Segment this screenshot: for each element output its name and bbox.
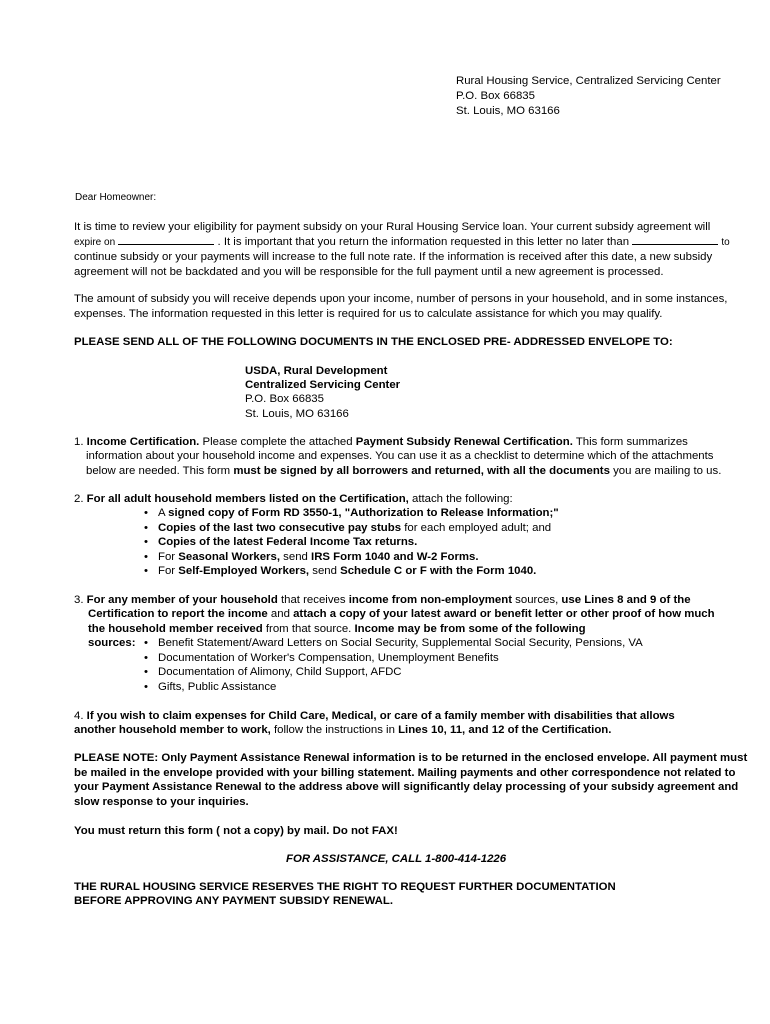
send-heading: PLEASE SEND ALL OF THE FOLLOWING DOCUMENTS IN THE ENCLOSED PRE- ADDRESSED ENVELOPE TO: <box>74 336 673 348</box>
item3-text2: sources, <box>512 594 562 606</box>
bullet-icon: • <box>144 637 148 649</box>
item2-b2-post: for each employed adult; and <box>401 522 552 534</box>
bullet-icon: • <box>144 551 148 563</box>
return-address-line1: Rural Housing Service, Centralized Servicing Center <box>456 75 721 87</box>
source-text-4: Gifts, Public Assistance <box>158 681 277 693</box>
item3-bold3: use Lines 8 and 9 of the <box>561 594 691 606</box>
item3-bold2: income from non-employment <box>348 594 513 606</box>
mail-address-line2: Centralized Servicing Center <box>245 379 401 391</box>
item2-b5-bold1: Self-Employed Workers, <box>178 565 310 577</box>
item1-text1: Please complete the attached <box>199 436 356 448</box>
item3-bold1: For any member of your household <box>86 594 278 606</box>
item2-bullet4 <box>144 550 479 565</box>
item1-text2: This form summarizes <box>572 436 688 448</box>
item2-b2-bold: Copies of the last two consecutive pay stubs <box>158 522 402 534</box>
item2-b4-mid: send <box>280 551 312 563</box>
item3-l3-bold1: the household member received <box>88 623 263 635</box>
item3-line2 <box>88 607 715 622</box>
bullet-icon: • <box>144 681 148 693</box>
item2-b4-pre: For <box>158 551 179 563</box>
item1-form-name: Payment Subsidy Renewal Certification. <box>355 436 573 448</box>
source-item-2 <box>144 651 499 666</box>
item1-line3 <box>86 464 721 479</box>
source-text-2: Documentation of Worker's Compensation, Unemployment Benefits <box>158 652 499 664</box>
item2-b1-pre: A <box>158 507 169 519</box>
to-label: to <box>721 237 730 248</box>
item4-bold2: another household member to work, <box>74 724 271 736</box>
para2-line1: The amount of subsidy you will receive depends upon your income, number of persons in your household, and in some instances, <box>74 293 728 305</box>
assistance-phone: FOR ASSISTANCE, CALL 1-800-414-1226 <box>286 853 507 865</box>
item2-b4-bold1: Seasonal Workers, <box>178 551 280 563</box>
item4-number: 4. <box>74 710 84 722</box>
item3-line3 <box>88 622 586 637</box>
bullet-icon: • <box>144 666 148 678</box>
para1-mid-text: . It is important that you return the information requested in this letter no later than <box>217 236 630 248</box>
sources-label: sources: <box>88 637 136 649</box>
item2-b3-bold: Copies of the latest Federal Income Tax returns. <box>158 536 418 548</box>
para1-line2 <box>74 235 730 251</box>
item2-title: For all adult household members listed on the Certification, <box>86 493 409 505</box>
item3-l3-text1: from that source. <box>262 623 355 635</box>
bullet-icon: • <box>144 652 148 664</box>
item1-title: Income Certification. <box>86 436 200 448</box>
return-address-line3: St. Louis, MO 63166 <box>456 105 560 117</box>
reserve-line2: BEFORE APPROVING ANY PAYMENT SUBSIDY RENEWAL. <box>74 895 393 907</box>
item2-b4-bold2: IRS Form 1040 and W-2 Forms. <box>311 551 479 563</box>
return-form-notice: You must return this form ( not a copy) by mail. Do not FAX! <box>74 825 398 837</box>
item2-text1: attach the following: <box>408 493 513 505</box>
item1-text4: you are mailing to us. <box>609 465 722 477</box>
mail-address-line1: USDA, Rural Development <box>245 365 388 377</box>
item2-b1-bold: signed copy of Form RD 3550-1, "Authorization to Release Information;" <box>168 507 559 519</box>
item4-line1 <box>74 709 675 724</box>
item1-line1 <box>74 435 688 450</box>
item2-bullet2 <box>144 521 551 536</box>
item2-bullet3 <box>144 535 417 550</box>
item2-b5-pre: For <box>158 565 179 577</box>
note-line2: be mailed in the envelope provided with your billing statement. Mailing payments and other correspondence not related to <box>74 767 736 779</box>
mail-address-line3: P.O. Box 66835 <box>245 393 324 405</box>
item3-number: 3. <box>74 594 84 606</box>
item2-line1 <box>74 492 513 507</box>
note-line3: your Payment Assistance Renewal to the address above will significantly delay processing of your subsidy agreement and <box>74 781 739 793</box>
item2-bullet1 <box>144 506 559 521</box>
source-item-4 <box>144 680 276 695</box>
note-line1: PLEASE NOTE: Only Payment Assistance Renewal information is to be returned in the enclosed envelope. All payment must <box>74 752 748 764</box>
return-address-line2: P.O. Box 66835 <box>456 90 535 102</box>
mail-address-line4: St. Louis, MO 63166 <box>245 408 349 420</box>
source-item-1 <box>144 636 643 651</box>
item2-number: 2. <box>74 493 84 505</box>
reserve-line1: THE RURAL HOUSING SERVICE RESERVES THE RIGHT TO REQUEST FURTHER DOCUMENTATION <box>74 881 616 893</box>
para1-line1: It is time to review your eligibility for payment subsidy on your Rural Housing Service loan. Your current subsidy agreement will <box>74 221 711 233</box>
item3-line1 <box>74 593 691 608</box>
item1-sign-requirement: must be signed by all borrowers and returned, with all the documents <box>233 465 610 477</box>
item1-text3: below are needed. This form <box>86 465 234 477</box>
item4-line2 <box>74 723 611 738</box>
item2-b5-bold2: Schedule C or F with the Form 1040. <box>340 565 537 577</box>
item2-b5-mid: send <box>309 565 341 577</box>
return-by-date-blank <box>632 244 718 245</box>
item3-l2-bold1: Certification to report the income <box>88 608 268 620</box>
bullet-icon: • <box>144 522 148 534</box>
source-text-1: Benefit Statement/Award Letters on Social Security, Supplemental Social Security, Pensions, VA <box>158 637 643 649</box>
item2-bullet5 <box>144 564 536 579</box>
item3-l3-bold2: Income may be from some of the following <box>354 623 586 635</box>
salutation: Dear Homeowner: <box>75 192 157 203</box>
item1-line2: information about your household income and expenses. You can use it as a checklist to determine which of the attachments <box>86 450 714 462</box>
para1-line3: continue subsidy or your payments will increase to the full note rate. If the information is received after this date, a new subsidy <box>74 251 713 263</box>
item4-bold3: Lines 10, 11, and 12 of the Certification. <box>398 724 612 736</box>
note-line4: slow response to your inquiries. <box>74 796 249 808</box>
bullet-icon: • <box>144 565 148 577</box>
item1-number: 1. <box>74 436 84 448</box>
source-item-3 <box>144 665 402 680</box>
item3-l2-bold2: attach a copy of your latest award or benefit letter or other proof of how much <box>293 608 715 620</box>
item4-text1: follow the instructions in <box>270 724 399 736</box>
item3-text1: that receives <box>277 594 349 606</box>
bullet-icon: • <box>144 536 148 548</box>
item4-bold1: If you wish to claim expenses for Child Care, Medical, or care of a family member with disabilities that allows <box>86 710 675 722</box>
source-text-3: Documentation of Alimony, Child Support, AFDC <box>158 666 402 678</box>
item3-l2-text1: and <box>267 608 294 620</box>
expire-date-blank <box>118 244 214 245</box>
para1-line4: agreement will not be backdated and you will be responsible for the full payment until a new agreement is processed. <box>74 266 664 278</box>
bullet-icon: • <box>144 507 148 519</box>
expire-on-label: expire on <box>74 237 116 248</box>
para2-line2: expenses. The information requested in this letter is required for us to calculate assistance for which you may qualify. <box>74 308 663 320</box>
